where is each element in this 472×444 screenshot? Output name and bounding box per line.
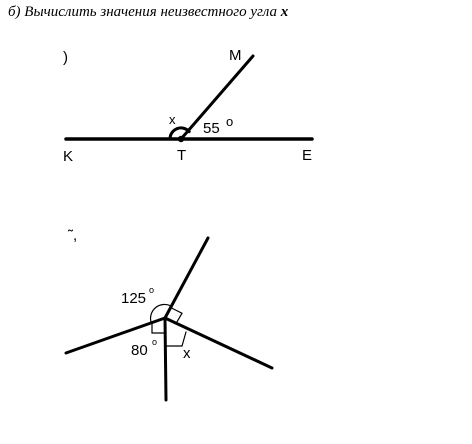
figure-a-marker: ) <box>63 49 68 66</box>
point-k-label: K <box>63 148 74 165</box>
angle-125-degree: o <box>149 285 155 295</box>
angle-80-value: 80 <box>131 342 148 359</box>
figure-b <box>66 227 272 400</box>
task-heading <box>8 4 289 20</box>
angle-80-degree: o <box>152 337 158 347</box>
ray-right <box>165 318 272 368</box>
point-t-label: T <box>177 147 187 164</box>
figure-a <box>63 47 312 165</box>
angle-55-degree: o <box>226 114 234 129</box>
point-e-label: E <box>302 147 313 164</box>
angle-80-mark <box>152 323 165 333</box>
figure-b-marker: ˜, <box>68 227 78 244</box>
ray-left <box>66 318 165 353</box>
angle-55-value: 55 <box>203 120 220 137</box>
angle-x-label-b: x <box>183 345 191 362</box>
ray-down <box>165 318 166 400</box>
angle-x-label: x <box>169 112 176 127</box>
vertex-t <box>178 136 184 142</box>
point-m-label: M <box>229 47 242 64</box>
angle-125-value: 125 <box>121 290 147 307</box>
task-text: б) Вычислить значения неизвестного угла <box>8 4 281 20</box>
angle-x-mark <box>166 332 186 346</box>
task-variable: x <box>280 4 289 20</box>
